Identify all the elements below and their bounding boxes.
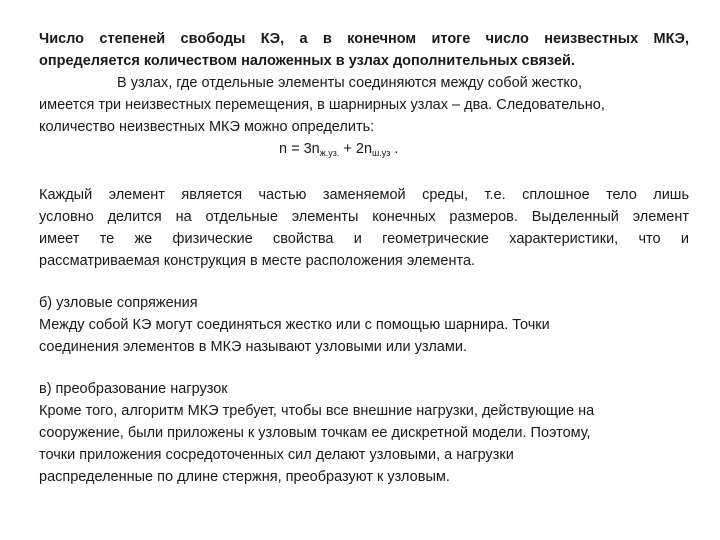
environment-line: имеет те же физические свойства и геометрические характеристики, что и [39, 231, 689, 247]
formula-subscript: ш.уз [372, 148, 391, 158]
environment-line: условно делится на отдельные элементы конечных размеров. Выделенный элемент [39, 209, 689, 225]
intro-paragraph [39, 28, 689, 164]
intro-bold-line: определяется количеством наложенных в узлах дополнительных связей. [39, 53, 575, 69]
section-v-line: распределенные по длине стержня, преобразуют к узловым. [39, 469, 450, 485]
formula [39, 138, 689, 164]
environment-paragraph [39, 184, 689, 272]
section-v-line: сооружение, были приложены к узловым точкам ее дискретной модели. Поэтому, [39, 425, 591, 441]
formula-end: . [390, 141, 399, 157]
intro-text-line: В узлах, где отдельные элементы соединяются между собой жестко, [117, 75, 583, 91]
section-v-line: точки приложения сосредоточенных сил делают узловыми, а нагрузки [39, 447, 514, 463]
intro-text-line: имеется три неизвестных перемещения, в шарнирных узлах – два. Следовательно, [39, 97, 605, 113]
environment-line: Каждый элемент является частью заменяемой среды, т.е. сплошное тело лишь [39, 187, 689, 203]
formula-mid: + 2n [339, 141, 373, 157]
section-v-line: Кроме того, алгоритм МКЭ требует, чтобы все внешние нагрузки, действующие на [39, 403, 595, 419]
section-b-line: Между собой КЭ могут соединяться жестко или с помощью шарнира. Точки [39, 317, 550, 333]
section-b-line: соединения элементов в МКЭ называют узловыми или узлами. [39, 339, 467, 355]
section-b [39, 292, 689, 358]
formula-lhs: n = 3n [279, 141, 320, 157]
environment-line: рассматриваемая конструкция в месте расположения элемента. [39, 253, 476, 269]
intro-bold-line: Число степеней свободы КЭ, а в конечном итоге число неизвестных МКЭ, [39, 31, 689, 47]
formula-subscript: ж.уз. [319, 148, 340, 158]
section-v-heading: в) преобразование нагрузок [39, 381, 228, 397]
section-b-heading: б) узловые сопряжения [39, 295, 198, 311]
section-v [39, 378, 689, 488]
intro-text-line: количество неизвестных МКЭ можно определить: [39, 119, 375, 135]
